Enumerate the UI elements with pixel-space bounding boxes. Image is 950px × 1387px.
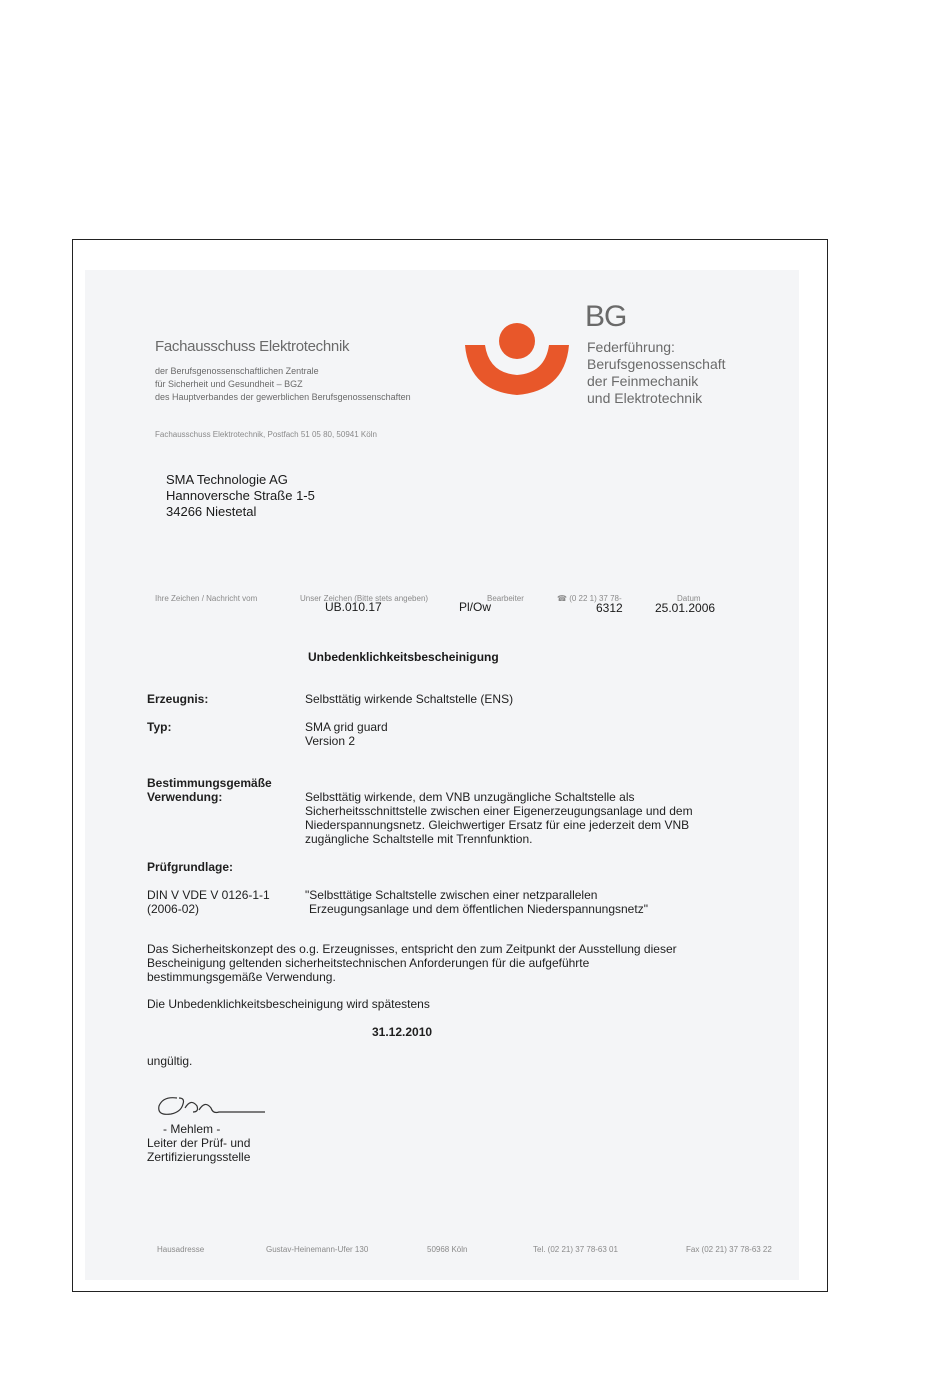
committee-sub-line: des Hauptverbandes der gewerblichen Berufsgenossenschaften [155,392,411,402]
phone-ext-value: 6312 [596,601,623,615]
bg-line: der Feinmechanik [587,373,699,389]
signatory-role [147,1136,250,1164]
postal-address-line: Fachausschuss Elektrotechnik, Postfach 51 05 80, 50941 Köln [155,430,377,439]
usage-label [147,776,272,804]
usage-line: Sicherheitsschnittstelle zwischen einer Eigenerzeugungsanlage und dem [305,804,693,818]
recipient-line: 34266 Niestetal [166,504,257,519]
footer-phone: Tel. (02 21) 37 78-63 01 [533,1245,618,1254]
expiry-outro: ungültig. [147,1054,193,1068]
document-frame [72,239,828,1292]
usage-text [305,790,693,846]
footer-city: 50968 Köln [427,1245,468,1254]
committee-subtitle [155,365,411,404]
standard-line: (2006-02) [147,902,200,916]
type-line: SMA grid guard [305,720,388,734]
bg-line: und Elektrotechnik [587,390,703,406]
bg-federation-text [587,339,726,407]
recipient-line: SMA Technologie AG [166,472,288,487]
footer-address-label: Hausadresse [157,1245,205,1254]
document-title: Unbedenklichkeitsbescheinigung [308,650,499,664]
bg-logo-icon [463,319,573,399]
expiry-intro: Die Unbedenklichkeitsbescheinigung wird spätestens [147,997,430,1011]
expiry-date: 31.12.2010 [372,1025,433,1039]
product-label: Erzeugnis: [147,692,209,706]
footer-street: Gustav-Heinemann-Ufer 130 [266,1245,369,1254]
recipient-address [166,472,315,520]
bg-mark: BG [585,300,627,333]
bg-line: Berufsgenossenschaft [587,356,726,372]
concept-line: bestimmungsgemäße Verwendung. [147,970,336,984]
phone-label: ☎ (0 22 1) 37 78- [557,594,622,603]
committee-sub-line: der Berufsgenossenschaftlichen Zentrale [155,366,319,376]
clerk-label: Bearbeiter [487,594,524,603]
date-label: Datum [677,594,701,603]
basis-label: Prüfgrundlage: [147,860,233,874]
usage-label-line: Verwendung: [147,790,223,804]
concept-line: Bescheinigung geltenden sicherheitstechnischen Anforderungen für die aufgeführte [147,956,590,970]
standard-description [305,888,648,916]
our-ref-label: Unser Zeichen (Bitte stets angeben) [300,594,429,603]
signature-icon [155,1090,270,1122]
product-value: Selbsttätig wirkende Schaltstelle (ENS) [305,692,514,706]
standard-desc-line: "Selbsttätige Schaltstelle zwischen einer netzparallelen [305,888,598,902]
standard-number [147,888,270,916]
your-ref-label: Ihre Zeichen / Nachricht vom [155,594,258,603]
type-value [305,720,388,748]
clerk-value: Pl/Ow [459,600,492,614]
type-label: Typ: [147,720,172,734]
committee-title: Fachausschuss Elektrotechnik [155,338,350,355]
standard-line: DIN V VDE V 0126-1-1 [147,888,270,902]
safety-concept-paragraph [147,942,677,984]
signatory-name: - Mehlem - [163,1122,221,1136]
concept-line: Das Sicherheitskonzept des o.g. Erzeugnisses, entspricht den zum Zeitpunkt der Ausstellung dieser [147,942,677,956]
type-line: Version 2 [305,734,356,748]
usage-line: Selbsttätig wirkende, dem VNB unzugängliche Schaltstelle als [305,790,635,804]
usage-label-line: Bestimmungsgemäße [147,776,272,790]
usage-line: Niederspannungsnetz. Gleichwertiger Ersatz für eine jederzeit dem VNB [305,818,690,832]
bg-line: Federführung: [587,339,675,355]
role-line: Zertifizierungsstelle [147,1150,251,1164]
our-ref-value: UB.010.17 [325,600,382,614]
standard-desc-line: Erzeugungsanlage und dem öffentlichen Niederspannungsnetz" [309,902,648,916]
footer-fax: Fax (02 21) 37 78-63 22 [686,1245,772,1254]
date-value: 25.01.2006 [655,601,716,615]
usage-line: zugängliche Schaltstelle mit Trennfunktion. [305,832,533,846]
scanned-letter [85,270,799,1280]
recipient-line: Hannoversche Straße 1-5 [166,488,315,503]
committee-sub-line: für Sicherheit und Gesundheit – BGZ [155,379,303,389]
role-line: Leiter der Prüf- und [147,1136,251,1150]
